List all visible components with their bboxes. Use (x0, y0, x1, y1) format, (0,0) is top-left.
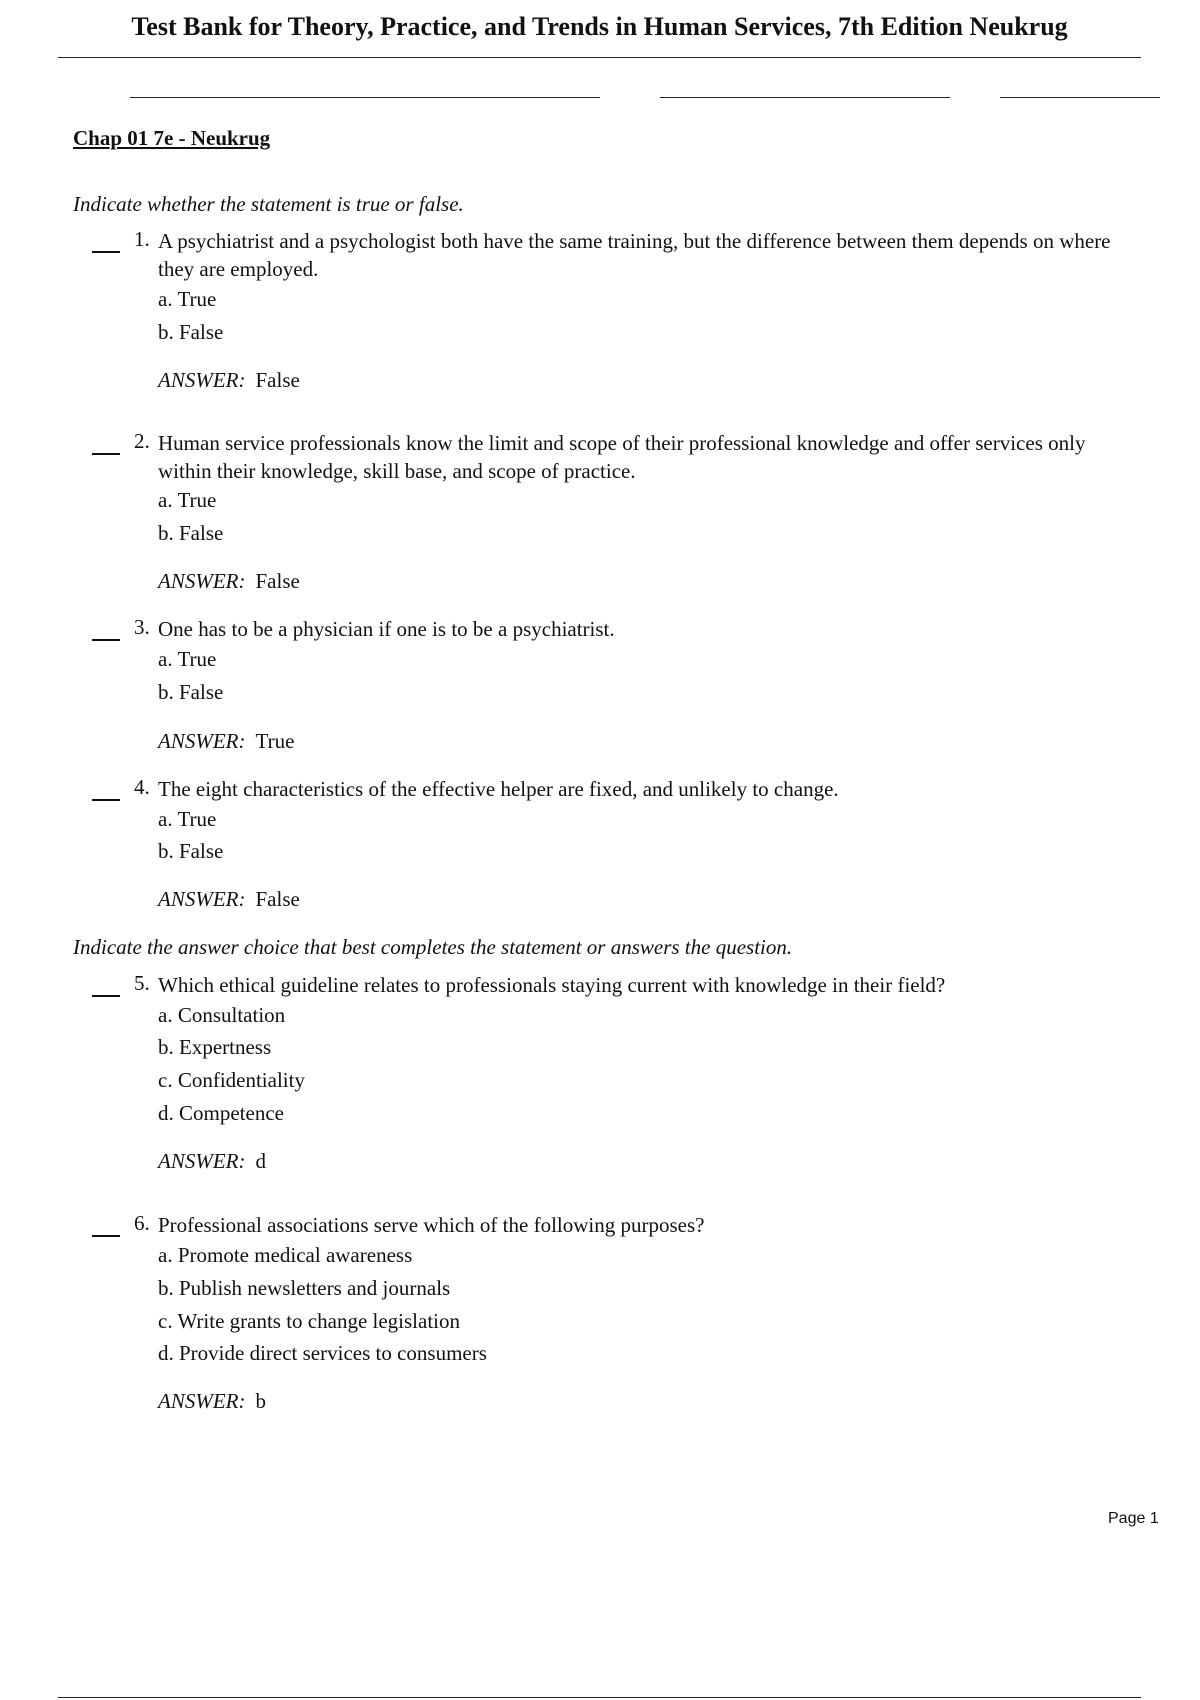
page-number: Page 1 (1108, 1510, 1159, 1527)
option: b. False (158, 680, 224, 704)
answer-line (158, 1389, 266, 1414)
question-text: The eight characteristics of the effective helper are fixed, and unlikely to change. (158, 777, 839, 801)
question-text: Human service professionals know the limit and scope of their professional knowledge and offer services only within their knowledge, skill base, and scope of practice. (158, 431, 1086, 483)
date-field-line (1000, 97, 1160, 98)
answer-line (158, 729, 294, 754)
footer-rule (58, 1697, 1141, 1698)
question-number: 4. (134, 775, 150, 799)
answer-blank[interactable] (92, 453, 120, 455)
document-title: Test Bank for Theory, Practice, and Trends in Human Services, 7th Edition Neukrug (131, 12, 1068, 41)
option: a. True (158, 488, 217, 512)
question-text: A psychiatrist and a psychologist both have the same training, but the difference between them depends on where they are employed. (158, 229, 1111, 281)
answer-blank[interactable] (92, 995, 120, 997)
answer-label: ANSWER: (158, 1389, 246, 1413)
option: a. Promote medical awareness (158, 1243, 413, 1267)
answer-value: d (255, 1149, 266, 1173)
answer-blank[interactable] (92, 1235, 120, 1237)
answer-line (158, 887, 300, 912)
section-instruction-multiple-choice: Indicate the answer choice that best completes the statement or answers the question. (73, 935, 793, 959)
option: b. Expertness (158, 1035, 272, 1059)
option: b. Publish newsletters and journals (158, 1276, 451, 1300)
answer-label: ANSWER: (158, 569, 246, 593)
option: d. Competence (158, 1101, 284, 1125)
answer-label: ANSWER: (158, 887, 246, 911)
question-text: Professional associations serve which of the following purposes? (158, 1213, 705, 1237)
option: a. True (158, 287, 217, 311)
answer-label: ANSWER: (158, 368, 246, 392)
answer-value: False (255, 569, 300, 593)
answer-blank[interactable] (92, 799, 120, 801)
answer-value: False (255, 887, 300, 911)
option: a. Consultation (158, 1003, 286, 1027)
answer-value: False (255, 368, 300, 392)
question-text: Which ethical guideline relates to professionals staying current with knowledge in their field? (158, 973, 946, 997)
question-text: One has to be a physician if one is to be a psychiatrist. (158, 617, 615, 641)
question-number: 6. (134, 1211, 150, 1235)
title-rule (58, 57, 1141, 58)
option: d. Provide direct services to consumers (158, 1341, 487, 1365)
answer-label: ANSWER: (158, 729, 246, 753)
answer-line (158, 368, 300, 393)
option: a. True (158, 807, 217, 831)
answer-blank[interactable] (92, 251, 120, 253)
answer-line (158, 569, 300, 594)
question-number: 1. (134, 227, 150, 251)
section-instruction-true-false: Indicate whether the statement is true or false. (73, 192, 464, 216)
question-number: 3. (134, 615, 150, 639)
option: c. Write grants to change legislation (158, 1309, 461, 1333)
answer-label: ANSWER: (158, 1149, 246, 1173)
question-number: 2. (134, 429, 150, 453)
option: b. False (158, 839, 224, 863)
answer-value: b (255, 1389, 266, 1413)
option: a. True (158, 647, 217, 671)
answer-value: True (255, 729, 295, 753)
chapter-heading: Chap 01 7e - Neukrug (73, 126, 271, 150)
answer-blank[interactable] (92, 639, 120, 641)
answer-line (158, 1149, 266, 1174)
option: b. False (158, 320, 224, 344)
question-number: 5. (134, 971, 150, 995)
option: c. Confidentiality (158, 1068, 305, 1092)
option: b. False (158, 521, 224, 545)
name-field-line (130, 97, 600, 98)
class-field-line (660, 97, 950, 98)
